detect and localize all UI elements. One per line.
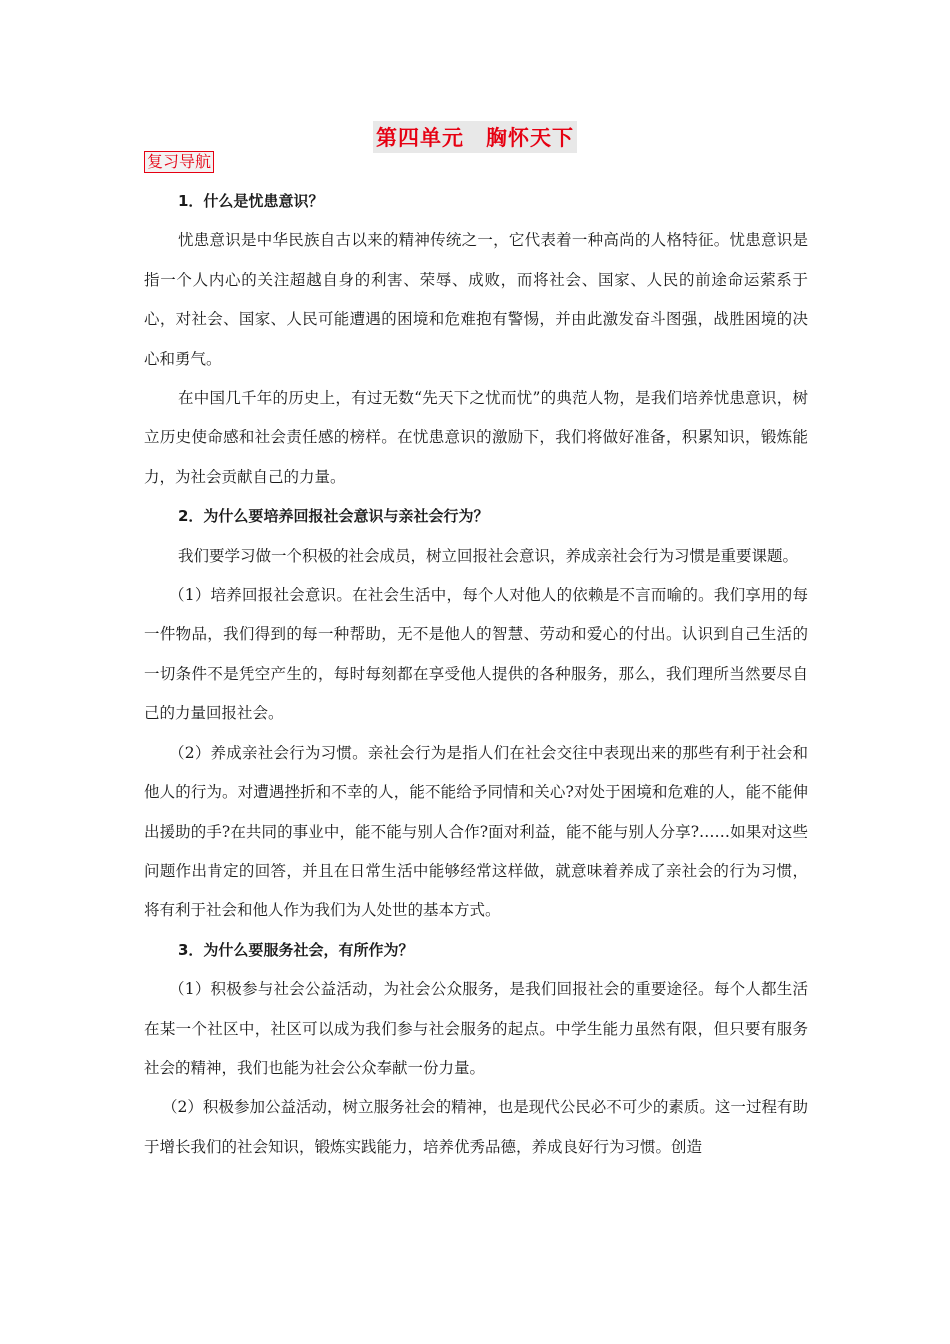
paragraph: （1）培养回报社会意识。在社会生活中，每个人对他人的依赖是不言而喻的。我们享用的每一件物品，我们得到的每一种帮助，无不是他人的智慧、劳动和爱心的付出。认识到自己生活的一切条件不是凭空产生的，每时每刻都在享受他人提供的各种服务，那么，我们理所当然要尽自己的力量回报社会。 (144, 586, 808, 723)
unit-title-text: 第四单元 胸怀天下 (373, 121, 577, 153)
paragraph: 我们要学习做一个积极的社会成员，树立回报社会意识，养成亲社会行为习惯是重要课题。 (178, 546, 799, 565)
question-heading: 1．什么是忧患意识？ (178, 192, 324, 210)
paragraph: 忧患意识是中华民族自古以来的精神传统之一，它代表着一种高尚的人格特征。忧患意识是指一个人内心的关注超越自身的利害、荣辱、成败，而将社会、国家、人民的前途命运萦系于心，对社会、国家、人民可能遭遇的困境和危难抱有警惕，并由此激发奋斗图强，战胜困境的决心和勇气。 (144, 231, 808, 368)
paragraph: （2）积极参加公益活动，树立服务社会的精神，也是现代公民必不可少的素质。这一过程有助于增长我们的社会知识，锻炼实践能力，培养优秀品德，养成良好行为习惯。创造 (144, 1098, 808, 1156)
question-heading: 2．为什么要培养回报社会意识与亲社会行为？ (178, 507, 489, 526)
document-body (144, 182, 808, 1167)
paragraph: （2）养成亲社会行为习惯。亲社会行为是指人们在社会交往中表现出来的那些有利于社会和他人的行为。对遭遇挫折和不幸的人，能不能给予同情和关心?对处于困境和危难的人，能不能伸出援助的手?在共同的事业中，能不能与别人合作?面对利益，能不能与别人分享?……如果对这些问题作出肯定的回答，并且在日常生活中能够经常这样做，就意味着养成了亲社会的行为习惯，将有利于社会和他人作为我们为人处世的基本方式。 (144, 743, 808, 920)
question-heading: 3．为什么要服务社会，有所作为？ (178, 940, 414, 959)
unit-title (0, 121, 950, 153)
section-label: 复习导航 (144, 151, 214, 173)
paragraph: （1）积极参与社会公益活动，为社会公众服务，是我们回报社会的重要途径。每个人都生活在某一个社区中，社区可以成为我们参与社会服务的起点。中学生能力虽然有限，但只要有服务社会的精神，我们也能为社会公众奉献一份力量。 (144, 980, 808, 1077)
paragraph: 在中国几千年的历史上，有过无数“先天下之忧而忧”的典范人物，是我们培养忧患意识，树立历史使命感和社会责任感的榜样。在忧患意识的激励下，我们将做好准备，积累知识，锻炼能力，为社会贡献自己的力量。 (144, 389, 808, 486)
